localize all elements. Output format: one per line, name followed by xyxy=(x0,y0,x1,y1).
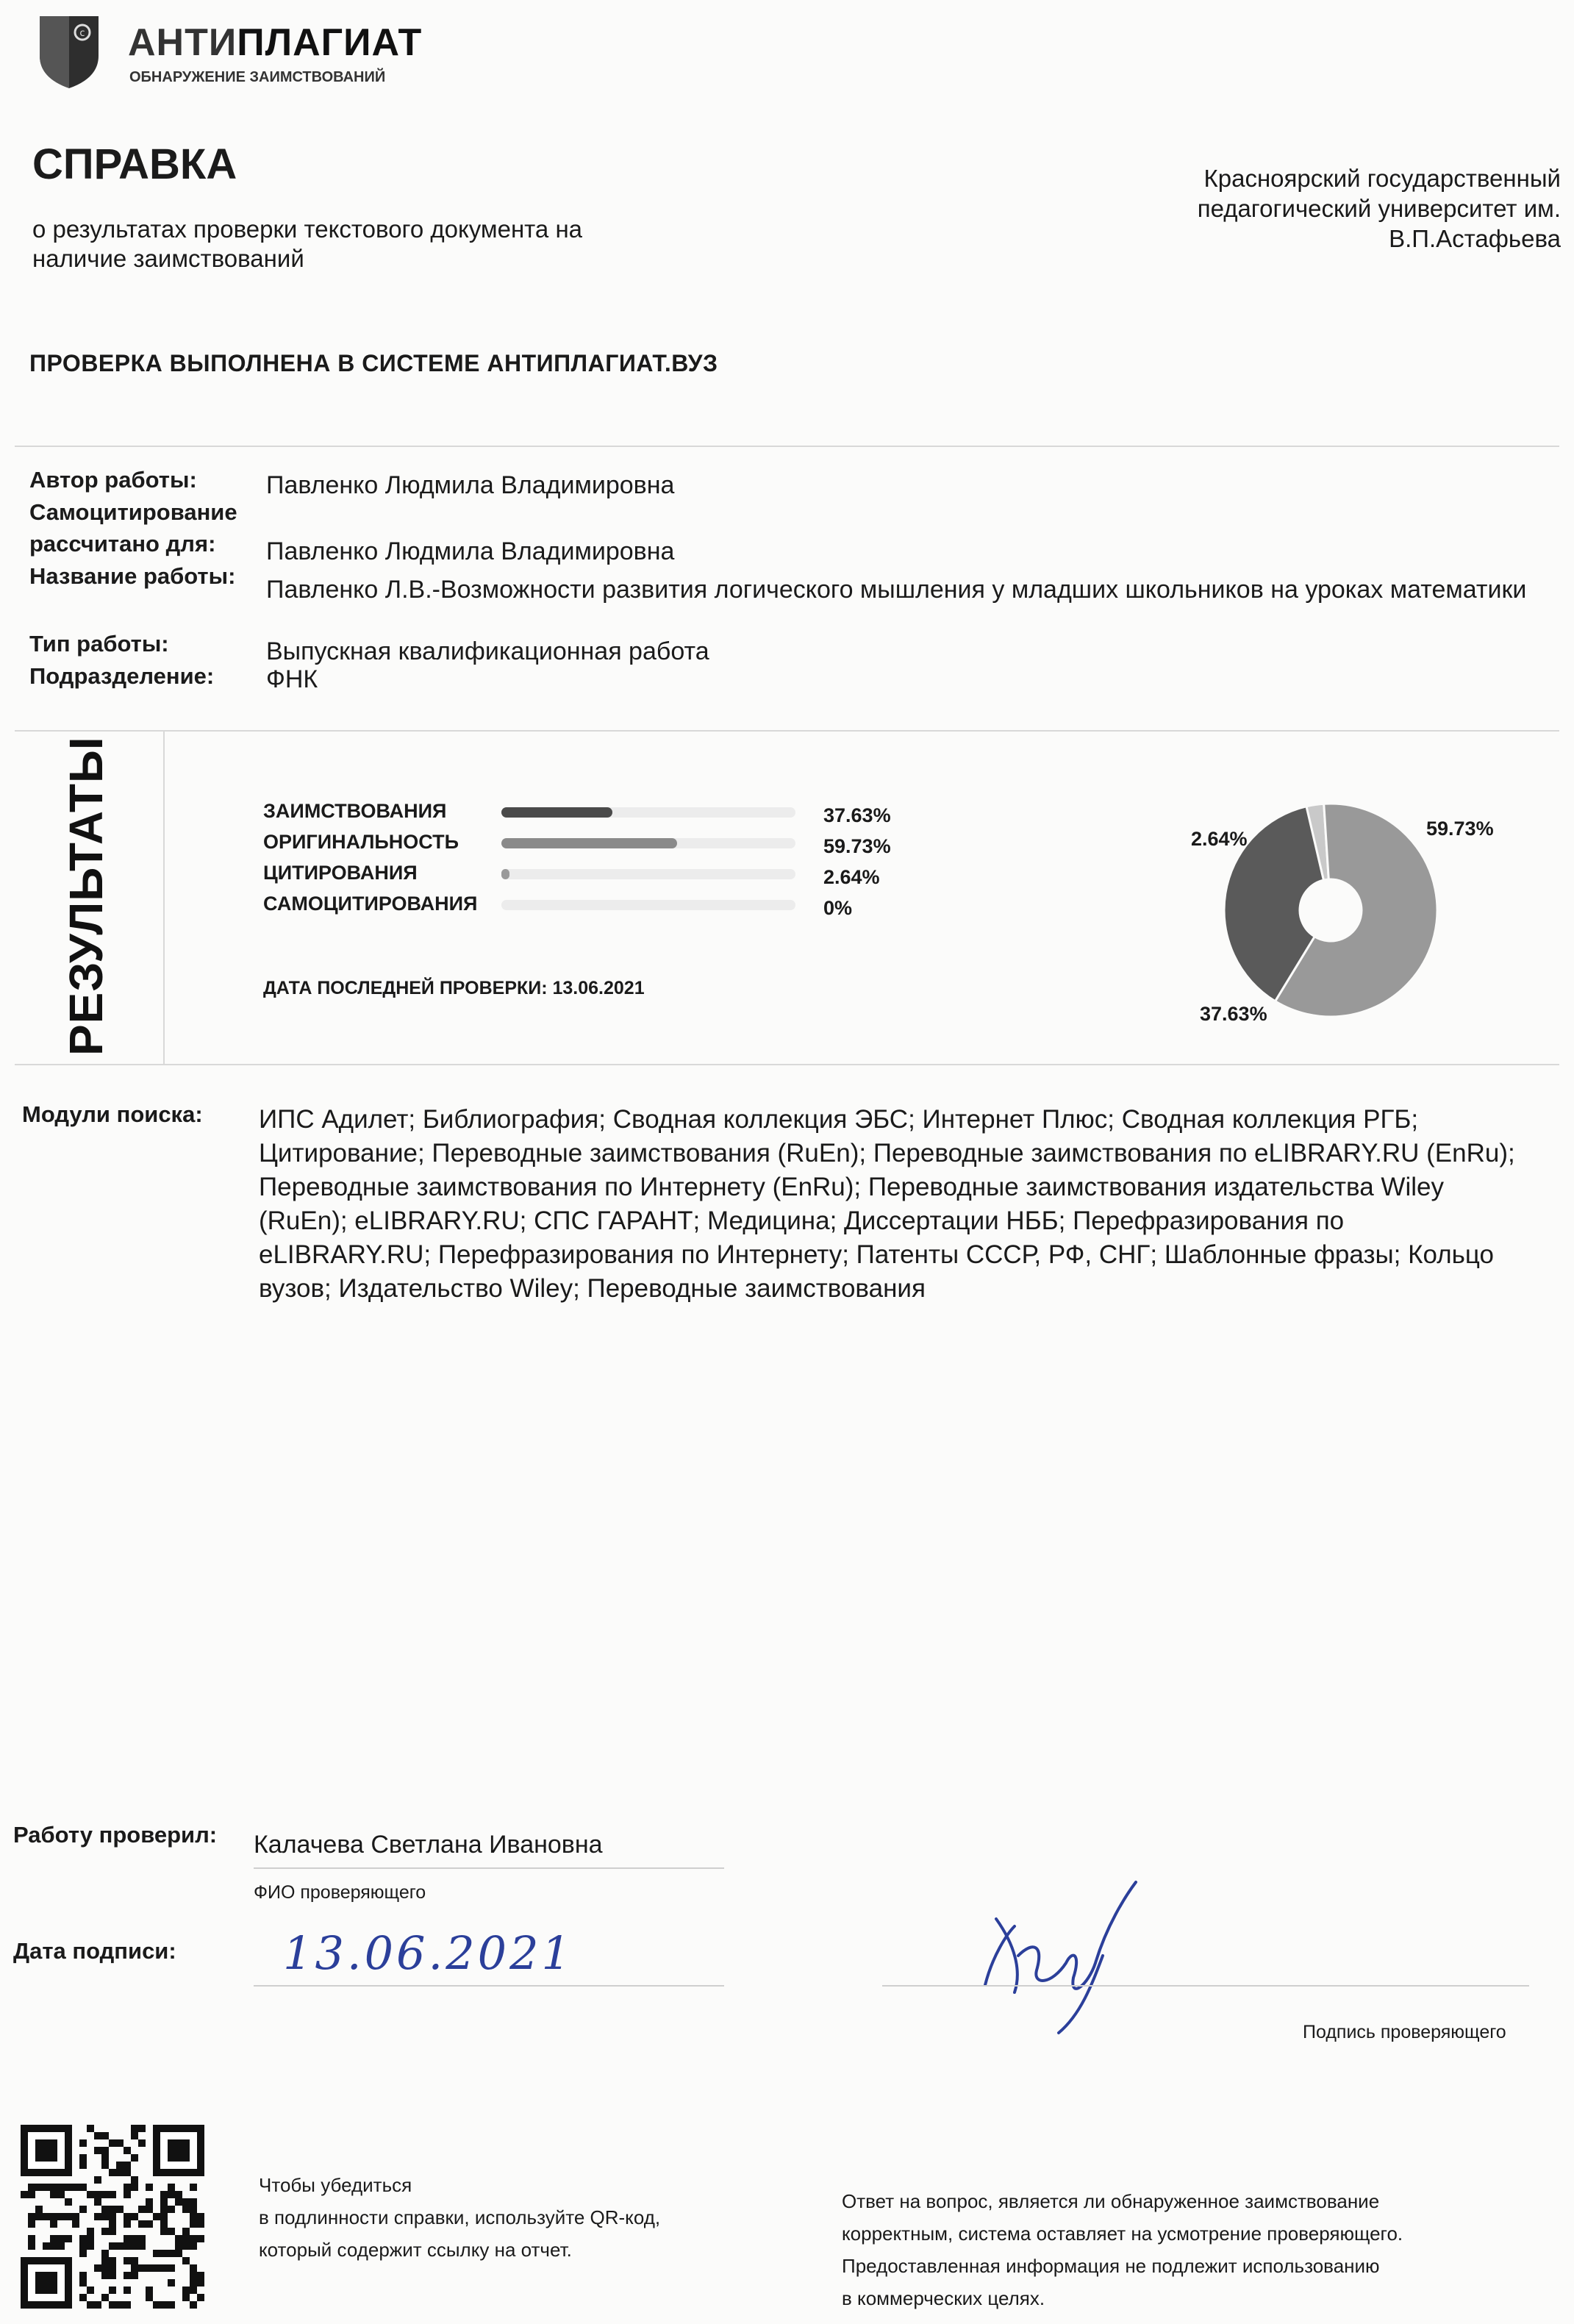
svg-text:c: c xyxy=(79,28,85,39)
self-cite-label: Самоцитирование xyxy=(29,499,237,525)
check-system-heading: ПРОВЕРКА ВЫПОЛНЕНА В СИСТЕМЕ АНТИПЛАГИАТ.ВУЗ xyxy=(29,350,718,376)
result-bar-track xyxy=(501,869,795,879)
document-title: СПРАВКА xyxy=(32,140,237,188)
pie-label-originality: 59.73% xyxy=(1426,818,1494,840)
disclaimer-line: Предоставленная информация не подлежит использованию xyxy=(842,2255,1380,2277)
work-title-label: Название работы: xyxy=(29,563,236,589)
divider xyxy=(15,1064,1559,1065)
document-subtitle: о результатах проверки текстового документа на наличие заимствований xyxy=(32,215,583,272)
author-label: Автор работы: xyxy=(29,467,197,493)
result-bar-track xyxy=(501,838,795,848)
result-bar-track xyxy=(501,900,795,910)
last-check-date: ДАТА ПОСЛЕДНЕЙ ПРОВЕРКИ: 13.06.2021 xyxy=(263,978,645,998)
divider xyxy=(15,730,1559,732)
pie-label-borrowings: 37.63% xyxy=(1200,1003,1267,1025)
results-heading: РЕЗУЛЬТАТЫ xyxy=(60,736,112,1056)
work-type-value: Выпускная квалификационная работа xyxy=(266,637,709,665)
date-underline xyxy=(254,1985,724,1987)
result-percent: 37.63% xyxy=(823,804,891,826)
logo-title: АНТИПЛАГИАТ xyxy=(128,21,423,64)
author-value: Павленко Людмила Владимировна xyxy=(266,471,675,499)
results-separator xyxy=(163,732,165,1064)
division-label: Подразделение: xyxy=(29,663,215,689)
result-label: САМОЦИТИРОВАНИЯ xyxy=(263,893,478,915)
qr-code[interactable] xyxy=(21,2125,204,2309)
qr-note xyxy=(259,2169,773,2266)
modules-list: ИПС Адилет; Библиография; Сводная коллекция ЭБС; Интернет Плюс; Сводная коллекция РГБ; Цитирование; Переводные заимствования (RuEn); Переводные заимствования по eLIBRARY.RU (EnRu); Переводные заимствования по Интернету (EnRu); Переводные заимствования издательства Wiley (RuEn); eLIBRARY.RU; СПС ГАРАНТ; Медицина; Диссертации НББ; Перефразирования по eLIBRARY.RU; Перефразирования по Интернету; Патенты СССР, РФ, СНГ; Шаблонные фразы; Кольцо вузов; Издательство Wiley; Переводные заимствования xyxy=(259,1105,1515,1303)
sign-date-label: Дата подписи: xyxy=(13,1938,176,1964)
qr-note-line: Чтобы убедиться xyxy=(259,2174,412,2196)
disclaimer-line: в коммерческих целях. xyxy=(842,2287,1045,2309)
handwritten-sign-date: 13.06.2021 xyxy=(283,1926,573,1980)
self-cite-label-2: рассчитано для: xyxy=(29,531,216,557)
result-percent: 2.64% xyxy=(823,866,880,888)
result-bar-track xyxy=(501,807,795,818)
organization-name: Красноярский государственный педагогический университет им. В.П.Астафьева xyxy=(1197,165,1561,252)
qr-note-line: который содержит ссылку на отчет. xyxy=(259,2239,572,2261)
result-bar-fill xyxy=(501,869,509,879)
work-type-label: Тип работы: xyxy=(29,631,169,657)
logo-subtitle: ОБНАРУЖЕНИЕ ЗАИМСТВОВАНИЙ xyxy=(129,69,386,85)
name-underline xyxy=(254,1867,724,1869)
pie-label-citations: 2.64% xyxy=(1191,828,1248,850)
disclaimer-line: Ответ на вопрос, является ли обнаруженное заимствование xyxy=(842,2190,1380,2212)
result-label: ОРИГИНАЛЬНОСТЬ xyxy=(263,831,459,853)
result-percent: 59.73% xyxy=(823,835,891,857)
checked-by-value: Калачева Светлана Ивановна xyxy=(254,1831,603,1859)
division-value: ФНК xyxy=(266,665,318,693)
modules-label: Модули поиска: xyxy=(22,1101,203,1127)
result-percent: 0% xyxy=(823,897,853,919)
disclaimer-note xyxy=(842,2185,1562,2314)
work-title-value: Павленко Л.В.-Возможности развития логического мышления у младших школьников на уроках математики xyxy=(266,576,1527,604)
disclaimer-line: корректным, система оставляет на усмотрение проверяющего. xyxy=(842,2223,1403,2245)
result-bar-fill xyxy=(501,838,677,848)
result-label: ЦИТИРОВАНИЯ xyxy=(263,862,418,884)
results-donut-chart xyxy=(1220,800,1441,1020)
self-cite-value: Павленко Людмила Владимировна xyxy=(266,537,675,565)
divider xyxy=(15,446,1559,447)
handwritten-signature xyxy=(963,1875,1154,2037)
antiplagiat-logo xyxy=(32,10,444,91)
checked-by-label: Работу проверил: xyxy=(13,1822,218,1848)
fio-caption: ФИО проверяющего xyxy=(254,1882,426,1903)
shield-icon xyxy=(32,10,106,91)
signature-caption: Подпись проверяющего xyxy=(1303,2022,1506,2042)
signature-underline xyxy=(882,1985,1529,1987)
result-bar-fill xyxy=(501,807,612,818)
qr-note-line: в подлинности справки, используйте QR-код, xyxy=(259,2206,661,2228)
result-label: ЗАИМСТВОВАНИЯ xyxy=(263,800,447,822)
